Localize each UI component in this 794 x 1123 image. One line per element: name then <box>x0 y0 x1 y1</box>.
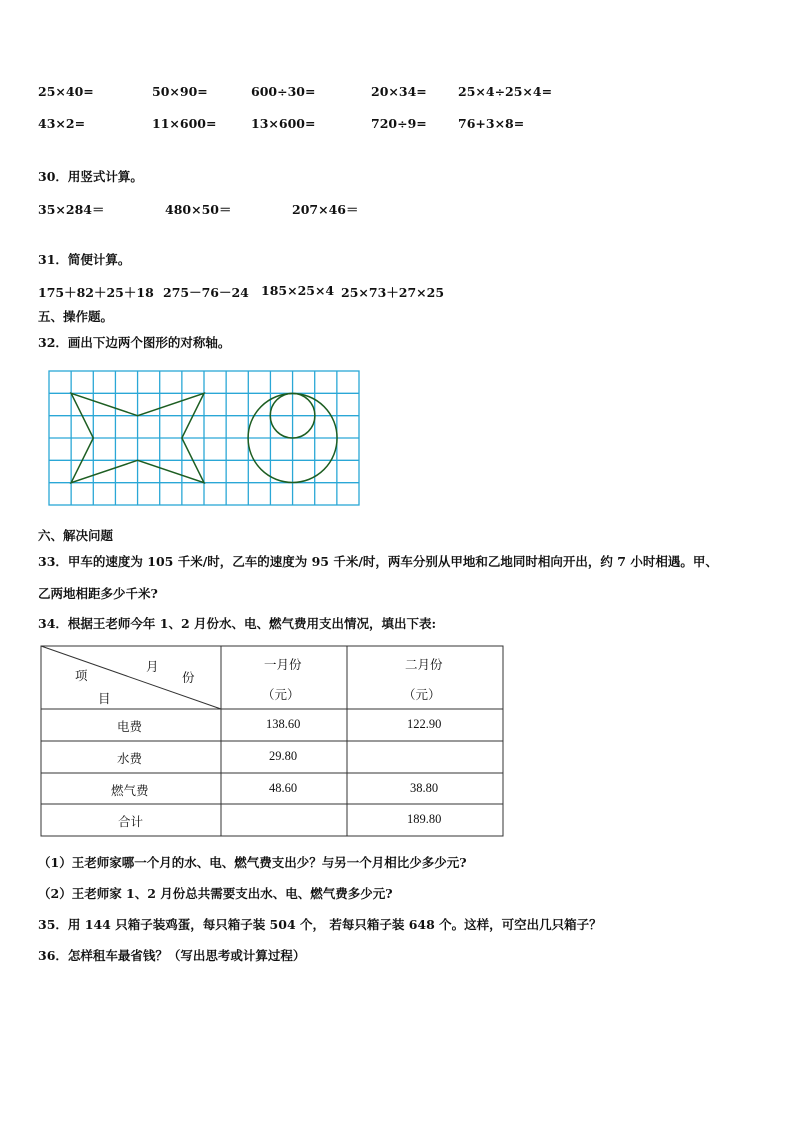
calc-item: 76+3×8= <box>458 116 525 131</box>
grid <box>49 371 359 505</box>
column-header-february: 二月份 <box>405 658 443 672</box>
calc-item: 600÷30= <box>251 84 316 99</box>
calc-item: 720÷9= <box>371 116 427 131</box>
section-6-title: 六、解决问题 <box>38 528 114 543</box>
row-label-total: 合计 <box>118 815 144 829</box>
corner-item-label: 目 <box>98 692 111 706</box>
column-header-january: 一月份 <box>264 658 302 672</box>
column-unit-january: （元） <box>262 688 300 702</box>
row-label-electricity: 电费 <box>117 720 143 734</box>
cell-gas-jan: 48.60 <box>269 781 298 795</box>
cell-total-feb: 189.80 <box>407 812 442 826</box>
cell-electricity-jan: 138.60 <box>266 717 301 731</box>
question-34-sub-1: （1）王老师家哪一个月的水、电、燃气费支出少？与另一个月相比少多少元? <box>38 855 467 870</box>
corner-item-label: 项 <box>75 669 88 683</box>
simplify-calc-item: 25×73＋27×25 <box>341 285 445 300</box>
question-31-title: 31．简便计算。 <box>38 252 131 267</box>
small-circle <box>270 393 315 438</box>
cell-electricity-feb: 122.90 <box>407 717 442 731</box>
bowtie-shape <box>71 393 204 482</box>
calc-item: 11×600= <box>152 116 217 131</box>
corner-month-label: 份 <box>182 671 195 685</box>
question-30-title: 30．用竖式计算。 <box>38 169 143 184</box>
cell-water-jan: 29.80 <box>269 749 298 763</box>
vertical-calc-item: 207×46＝ <box>292 202 359 217</box>
large-circle <box>248 394 337 483</box>
calc-item: 20×34= <box>371 84 427 99</box>
calc-item: 43×2= <box>38 116 86 131</box>
question-35: 35．用 144 只箱子装鸡蛋，每只箱子装 504 个， 若每只箱子装 648 个。这样，可空出几只箱子？ <box>38 917 602 932</box>
cell-gas-feb: 38.80 <box>410 781 439 795</box>
calc-item: 50×90= <box>152 84 208 99</box>
question-33-line-2: 乙两地相距多少千米? <box>38 586 158 601</box>
simplify-calc-item: 175＋82＋25＋18 <box>38 285 154 300</box>
corner-month-label: 月 <box>146 660 159 674</box>
vertical-calc-item: 480×50＝ <box>165 202 232 217</box>
question-33-line-1: 33．甲车的速度为 105 千米/时，乙车的速度为 95 千米/时，两车分别从甲地和乙地同时相向开出，约 7 小时相遇。甲、 <box>38 554 718 569</box>
question-34-sub-2: （2）王老师家 1、2 月份总共需要支出水、电、燃气费多少元? <box>38 886 393 901</box>
calc-item: 25×40= <box>38 84 94 99</box>
question-32-title: 32．画出下边两个图形的对称轴。 <box>38 335 231 350</box>
simplify-calc-item: 185×25×4 <box>261 283 335 298</box>
row-label-water: 水费 <box>117 752 143 766</box>
column-unit-february: （元） <box>403 688 441 702</box>
simplify-calc-item: 275－76－24 <box>163 285 249 300</box>
question-34-title: 34．根据王老师今年 1、2 月份水、电、燃气费用支出情况，填出下表: <box>38 616 437 631</box>
calc-item: 13×600= <box>251 116 316 131</box>
section-5-title: 五、操作题。 <box>38 309 114 324</box>
calc-item: 25×4÷25×4= <box>458 84 553 99</box>
vertical-calc-item: 35×284＝ <box>38 202 105 217</box>
row-label-gas: 燃气费 <box>111 784 149 798</box>
question-36: 36．怎样租车最省钱？（写出思考或计算过程） <box>38 948 306 963</box>
